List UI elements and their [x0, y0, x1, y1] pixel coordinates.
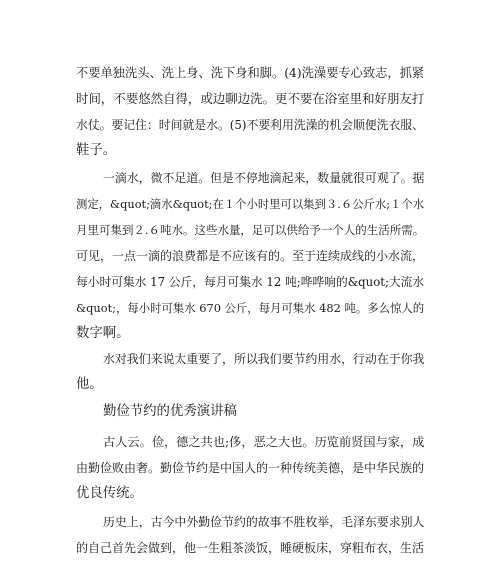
- text-line: 鞋子。: [76, 143, 117, 158]
- text-line: 的自己首先会做到，他一生粗茶淡饭，睡硬板床，穿粗布衣，生活: [76, 541, 425, 555]
- text-line: 测定，&quot;滴水&quot;在１个小时里可以集到３.６公斤水;１个水: [76, 197, 425, 211]
- paragraph-dripping-water: [76, 165, 426, 347]
- text-line: 每小时可集水 17 公斤，每月可集水 12 吨;哗哗响的&quot;大流水: [76, 275, 425, 289]
- section-heading: [76, 399, 426, 425]
- text-line: 数字啊。: [76, 326, 130, 341]
- text-line: 不要单独洗头、洗上身、洗下身和脚。(4)洗澡要专心致志，抓紧: [76, 66, 425, 80]
- text-line: 他。: [76, 377, 103, 392]
- paragraph-history: [76, 509, 426, 561]
- text-line: 古人云。俭，德之共也;侈，恶之大也。历览前贤国与家，成: [103, 435, 425, 449]
- paragraph-ancients: [76, 429, 426, 507]
- paragraph-bathing-tips: [76, 60, 426, 164]
- text-line: 水仗。要记住：时间就是水。(5)不要利用洗澡的机会顺便洗衣服、: [76, 118, 424, 132]
- text-line: 月里可集到２.６吨水。这些水量，足可以供给予一个人的生活所需。: [76, 223, 425, 237]
- text-line: 优良传统。: [76, 486, 143, 501]
- paragraph-save-water: [76, 346, 426, 398]
- text-line: 可见，一点一滴的浪费都是不应该有的。至于连续成线的小水流，: [76, 249, 425, 263]
- text-line: 由勤俭败由奢。勤俭节约是中国人的一种传统美德，是中华民族的: [76, 461, 425, 475]
- heading-text: 勤俭节约的优秀演讲稿: [103, 404, 237, 419]
- text-line: 时间，不要悠然自得，或边聊边洗。更不要在浴室里和好朋友打: [76, 91, 425, 106]
- text-line: &quot;，每小时可集水 670 公斤，每月可集水 482 吨。多么惊人的: [76, 301, 425, 315]
- text-line: 水对我们来说太重要了，所以我们要节约用水，行动在于你我: [103, 352, 425, 366]
- text-line: 一滴水，微不足道。但是不停地滴起来，数量就很可观了。据: [103, 171, 425, 185]
- text-line: 历史上，古今中外勤俭节约的故事不胜枚举，毛泽东要求别人: [103, 515, 425, 529]
